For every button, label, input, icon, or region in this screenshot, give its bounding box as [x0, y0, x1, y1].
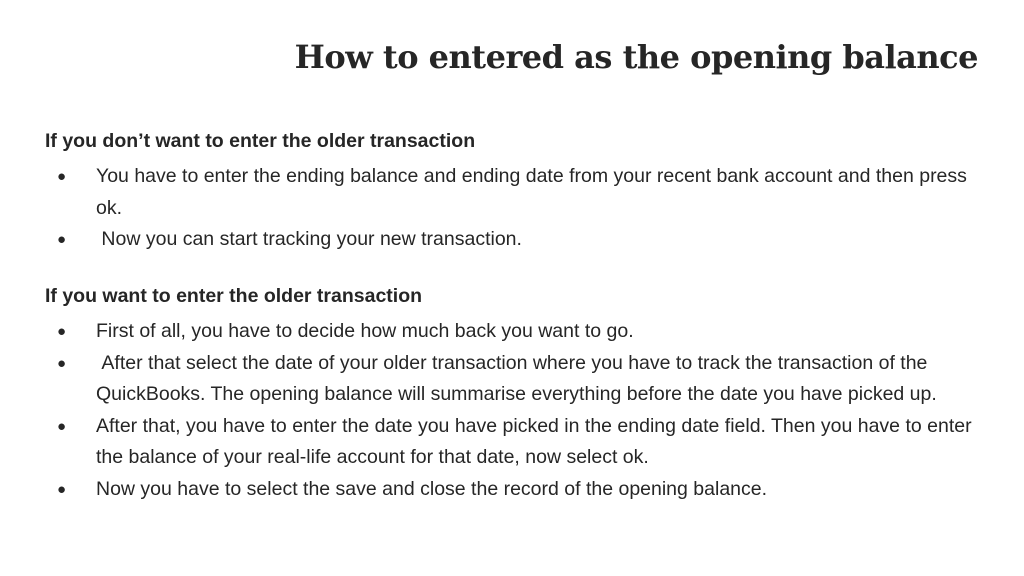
- bullet-icon: ●: [57, 231, 67, 248]
- bullet-list: [45, 316, 985, 505]
- bullet-icon: ●: [57, 168, 67, 185]
- section-no-older-transactions: [45, 127, 985, 256]
- list-item-text: After that, you have to enter the date you have picked in the ending date field. Then you have to enter the balance of your real-life account for that date, now select ok.: [96, 414, 972, 468]
- list-item: [45, 224, 985, 256]
- list-item: [45, 161, 985, 224]
- list-item: [45, 316, 985, 348]
- bullet-list: [45, 161, 985, 256]
- list-item-text: You have to enter the ending balance and ending date from your recent bank account and then press ok.: [96, 165, 967, 219]
- list-item-text: Now you have to select the save and close the record of the opening balance.: [96, 477, 768, 500]
- slide-title: How to entered as the opening balance: [294, 38, 978, 76]
- list-item-text: Now you can start tracking your new transaction.: [96, 228, 522, 250]
- list-item: [45, 474, 985, 506]
- section-heading: If you want to enter the older transaction: [45, 285, 423, 307]
- section-heading: If you don’t want to enter the older transaction: [45, 130, 476, 152]
- bullet-icon: ●: [57, 480, 67, 498]
- bullet-icon: ●: [57, 417, 67, 435]
- list-item-text: First of all, you have to decide how much back you want to go.: [96, 320, 634, 342]
- list-item: [45, 411, 985, 474]
- bullet-icon: ●: [57, 354, 67, 372]
- list-item-text: After that select the date of your older transaction where you have to track the transaction of the QuickBooks. The opening balance will summarise everything before the date you have picked up.: [96, 351, 937, 405]
- list-item: [45, 348, 985, 411]
- section-older-transactions: [45, 282, 985, 505]
- bullet-icon: ●: [57, 323, 67, 340]
